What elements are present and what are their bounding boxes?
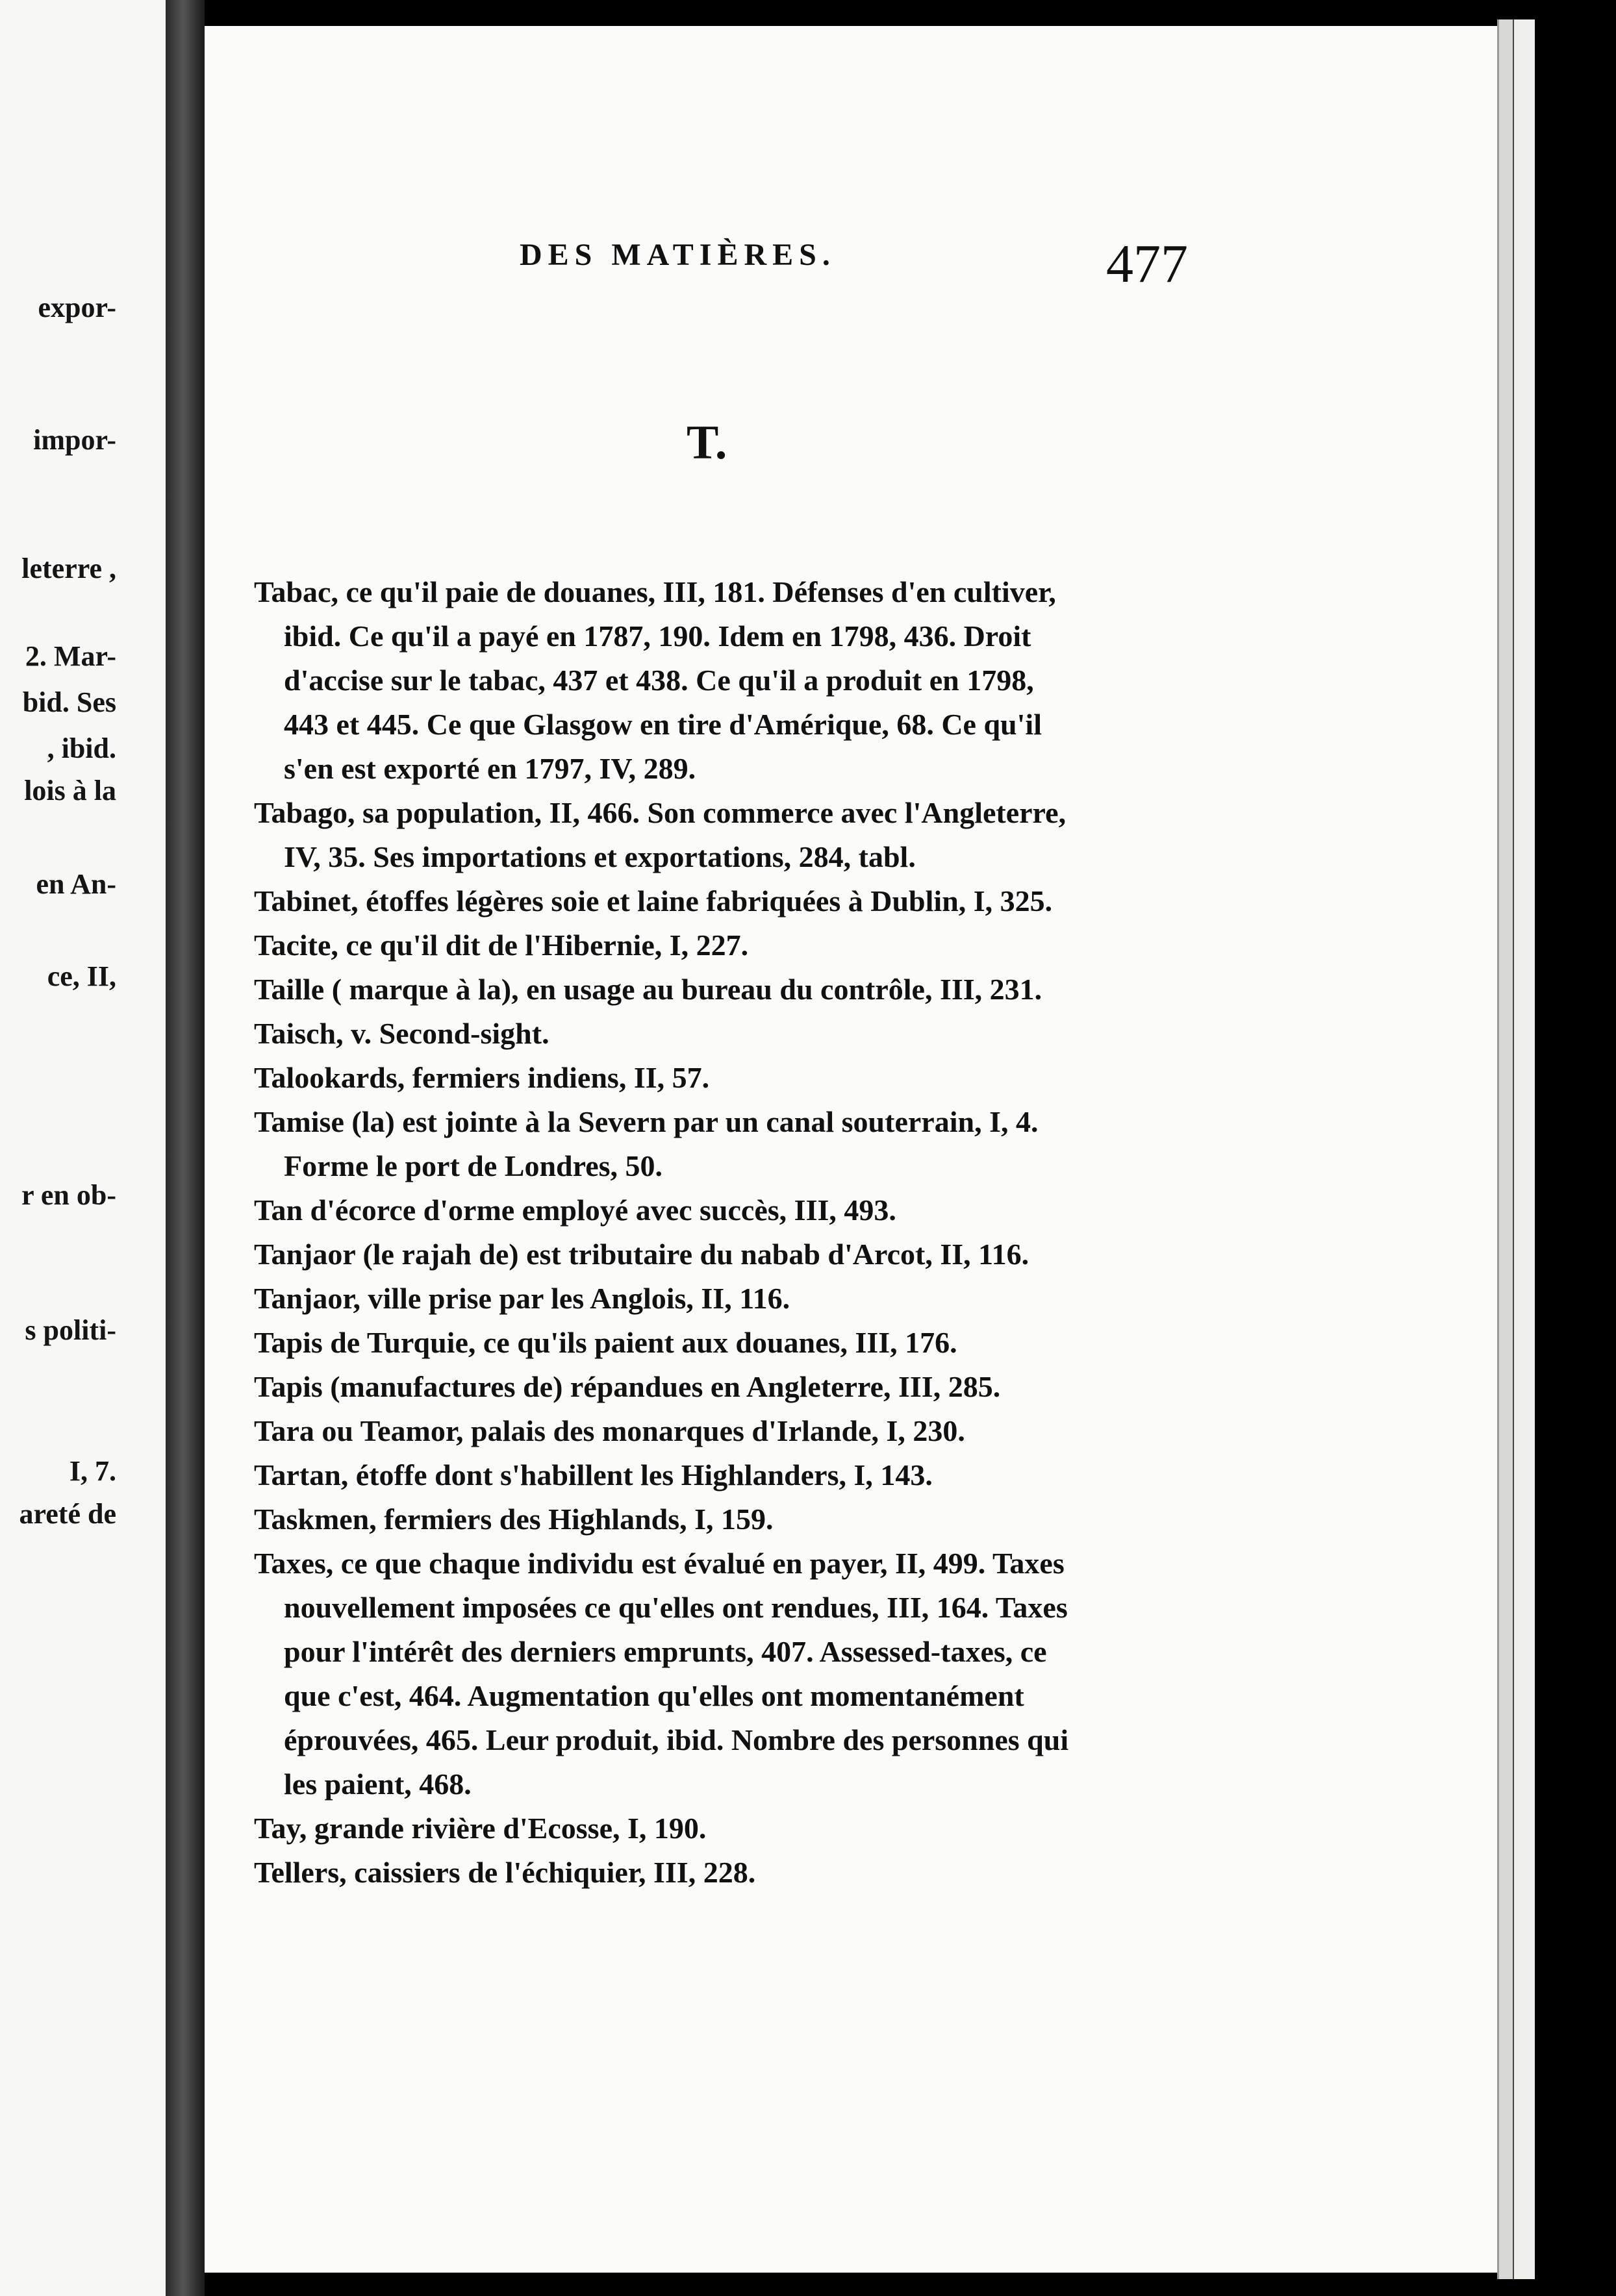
entry-line: 443 et 445. Ce que Glasgow en tire d'Amérique, 68. Ce qu'il [284, 708, 1042, 741]
facing-page-text: lois à la [24, 775, 116, 806]
facing-page-text: r en ob- [21, 1179, 116, 1211]
entry-line: ibid. Ce qu'il a payé en 1787, 190. Idem en 1798, 436. Droit [284, 619, 1031, 653]
entry-line: Tanjaor, ville prise par les Anglois, II, 116. [254, 1282, 790, 1315]
facing-page-text: , ibid. [47, 732, 116, 764]
index-entry [254, 570, 1397, 791]
index-entry [254, 1277, 1397, 1321]
entry-line: éprouvées, 465. Leur produit, ibid. Nombre des personnes qui [284, 1723, 1069, 1756]
index-entry [254, 1100, 1397, 1188]
page-edge-outer [1513, 19, 1535, 2279]
entry-line: Tara ou Teamor, palais des monarques d'Irlande, I, 230. [254, 1414, 965, 1447]
running-head: DES MATIÈRES. [520, 238, 836, 272]
entry-line: les paient, 468. [284, 1767, 472, 1801]
entry-line: IV, 35. Ses importations et exportations, 284, tabl. [284, 840, 916, 873]
entry-line: Tabinet, étoffes légères soie et laine fabriquées à Dublin, I, 325. [254, 884, 1053, 917]
entry-line: Tamise (la) est jointe à la Severn par un canal souterrain, I, 4. [254, 1105, 1039, 1138]
index-entries [254, 570, 1397, 1895]
facing-page-text: en An- [36, 868, 116, 900]
index-entry [254, 1012, 1397, 1056]
index-entry [254, 791, 1397, 879]
index-entry [254, 1497, 1397, 1541]
entry-line: Tellers, caissiers de l'échiquier, III, 228. [254, 1856, 756, 1889]
entry-line: Tanjaor (le rajah de) est tributaire du nabab d'Arcot, II, 116. [254, 1238, 1029, 1271]
index-entry [254, 1851, 1397, 1895]
entry-line: nouvellement imposées ce qu'elles ont rendues, III, 164. Taxes [284, 1591, 1068, 1624]
entry-line: Tay, grande rivière d'Ecosse, I, 190. [254, 1812, 707, 1845]
facing-page-text: areté de [19, 1498, 116, 1530]
index-entry [254, 1409, 1397, 1453]
book-gutter [166, 0, 205, 2296]
facing-page-fragment [0, 0, 166, 2296]
facing-page-text: ce, II, [47, 960, 116, 992]
entry-line: Tan d'écorce d'orme employé avec succès, III, 493. [254, 1193, 896, 1227]
index-entry [254, 1365, 1397, 1409]
entry-line: Taisch, v. Second-sight. [254, 1017, 549, 1050]
entry-line: Tapis (manufactures de) répandues en Angleterre, III, 285. [254, 1370, 1001, 1403]
index-entry [254, 879, 1397, 923]
facing-page-text: impor- [33, 424, 116, 456]
entry-line: s'en est exporté en 1797, IV, 289. [284, 752, 696, 785]
entry-line: Tapis de Turquie, ce qu'ils paient aux douanes, III, 176. [254, 1326, 957, 1359]
entry-line: Tabago, sa population, II, 466. Son commerce avec l'Angleterre, [254, 796, 1067, 829]
index-entry [254, 1232, 1397, 1277]
facing-page-text: I, 7. [69, 1455, 116, 1487]
index-entry [254, 1453, 1397, 1497]
entry-line: pour l'intérêt des derniers emprunts, 407. Assessed-taxes, ce [284, 1635, 1047, 1668]
entry-line: Taskmen, fermiers des Highlands, I, 159. [254, 1503, 774, 1536]
facing-page-text: bid. Ses [22, 686, 116, 718]
index-entry [254, 923, 1397, 967]
index-entry [254, 1541, 1397, 1806]
page-number: 477 [1106, 234, 1188, 294]
entry-line: Forme le port de Londres, 50. [284, 1149, 663, 1182]
facing-page-text: 2. Mar- [25, 640, 116, 672]
index-entry [254, 967, 1397, 1012]
entry-line: Tabac, ce qu'il paie de douanes, III, 181. Défenses d'en cultiver, [254, 575, 1056, 608]
facing-page-text: leterre , [21, 553, 116, 584]
facing-page-text: expor- [38, 292, 116, 323]
index-entry [254, 1806, 1397, 1851]
index-entry [254, 1056, 1397, 1100]
index-page [205, 26, 1497, 2273]
entry-line: Taille ( marque à la), en usage au bureau du contrôle, III, 231. [254, 973, 1042, 1006]
entry-line: Tacite, ce qu'il dit de l'Hibernie, I, 227. [254, 929, 749, 962]
section-letter: T. [687, 416, 727, 469]
index-entry [254, 1321, 1397, 1365]
entry-line: d'accise sur le tabac, 437 et 438. Ce qu'il a produit en 1798, [284, 664, 1034, 697]
entry-line: Talookards, fermiers indiens, II, 57. [254, 1061, 710, 1094]
facing-page-text: s politi- [25, 1314, 116, 1346]
entry-line: Tartan, étoffe dont s'habillent les Highlanders, I, 143. [254, 1458, 933, 1491]
page-edge [1497, 19, 1515, 2279]
entry-line: que c'est, 464. Augmentation qu'elles ont momentanément [284, 1679, 1024, 1712]
entry-line: Taxes, ce que chaque individu est évalué en payer, II, 499. Taxes [254, 1547, 1065, 1580]
index-entry [254, 1188, 1397, 1232]
